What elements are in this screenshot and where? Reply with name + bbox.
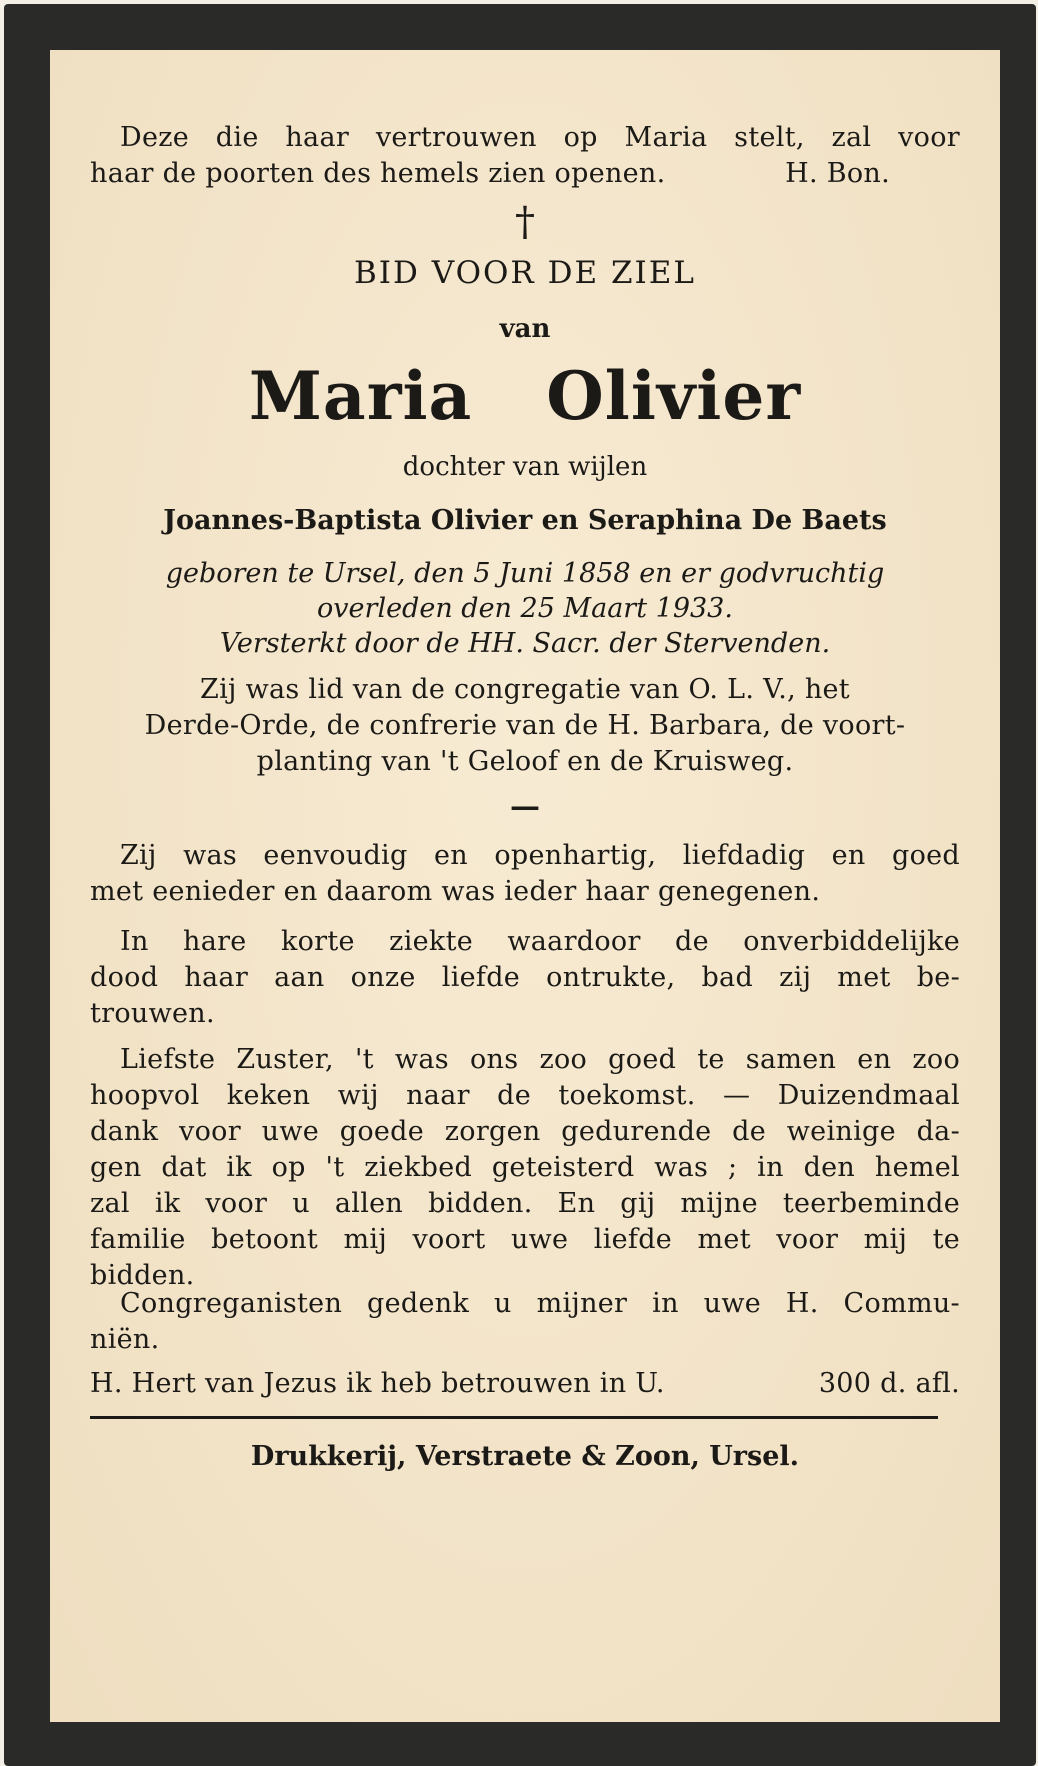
parents-names: Joannes-Baptista Olivier en Seraphina De Baets: [163, 505, 887, 536]
quote-attribution: H. Bon.: [785, 158, 890, 189]
para2-line-1: In hare korte ziekte waardoor de onverbiddelijke: [120, 926, 960, 957]
quote-line-2: [90, 156, 960, 192]
memorial-card: [4, 4, 1036, 1766]
separator-dash: —: [510, 789, 540, 824]
van-label: van: [499, 314, 551, 344]
para1-line-1: Zij was eenvoudig en openhartig, liefdadig en goed: [120, 840, 960, 871]
birth-death-info: [90, 556, 960, 661]
para4-line-1: Congreganisten gedenk u mijner in uwe H. Commu-: [120, 1288, 960, 1319]
membership-paragraph: [90, 672, 960, 780]
para3-line-3: dank voor uwe goede zorgen gedurende de weinige da-: [90, 1116, 960, 1147]
divider-rule: [90, 1416, 938, 1419]
para3-line-2: hoopvol keken wij naar de toekomst. — Duizendmaal: [90, 1080, 960, 1111]
membership-line-3: planting van 't Geloof en de Kruisweg.: [256, 746, 794, 777]
quote-text: haar de poorten des hemels zien openen.: [90, 158, 666, 189]
congregants-paragraph: [90, 1286, 960, 1358]
para3-line-6: familie betoont mij voort uwe liefde met voor mij te: [90, 1224, 960, 1255]
card-paper: [50, 50, 1000, 1722]
heading-pray-for-soul: BID VOOR DE ZIEL: [354, 255, 696, 291]
birth-death-line-2: overleden den 25 Maart 1933.: [317, 593, 733, 624]
para3-line-5: zal ik voor u allen bidden. En gij mijne teerbeminde: [90, 1188, 960, 1219]
character-paragraph: [90, 838, 960, 910]
prayer-text: H. Hert van Jezus ik heb betrouwen in U.: [90, 1368, 665, 1399]
daughter-of: dochter van wijlen: [402, 452, 648, 482]
printer-credit: Drukkerij, Verstraete & Zoon, Ursel.: [250, 1441, 800, 1472]
membership-line-1: Zij was lid van de congregatie van O. L. V., het: [200, 674, 850, 705]
para3-line-1: Liefste Zuster, 't was ons zoo goed te samen en zoo: [120, 1044, 960, 1075]
para1-line-2: met eenieder en daarom was ieder haar genegenen.: [90, 876, 821, 907]
para3-line-4: gen dat ik op 't ziekbed geteisterd was ; in den hemel: [90, 1152, 960, 1183]
para3-line-7: bidden.: [90, 1260, 195, 1291]
opening-quote: [90, 120, 960, 192]
membership-line-2: Derde-Orde, de confrerie van de H. Barbara, de voort-: [144, 710, 906, 741]
birth-death-line-1: geboren te Ursel, den 5 Juni 1858 en er godvruchtig: [165, 558, 885, 589]
para2-line-3: trouwen.: [90, 998, 215, 1029]
deceased-name: Maria Olivier: [248, 357, 802, 435]
para4-line-2: niën.: [90, 1324, 160, 1355]
quote-line-1: Deze die haar vertrouwen op Maria stelt, zal voor: [120, 122, 960, 153]
birth-death-line-3: Versterkt door de HH. Sacr. der Stervenden.: [219, 628, 831, 659]
cross-icon: †: [515, 199, 535, 245]
illness-paragraph: [90, 924, 960, 1032]
indulgence-text: 300 d. afl.: [818, 1368, 960, 1399]
prayer-line: [90, 1366, 960, 1402]
para2-line-2: dood haar aan onze liefde ontrukte, bad zij met be-: [90, 962, 960, 993]
farewell-paragraph: [90, 1042, 960, 1294]
